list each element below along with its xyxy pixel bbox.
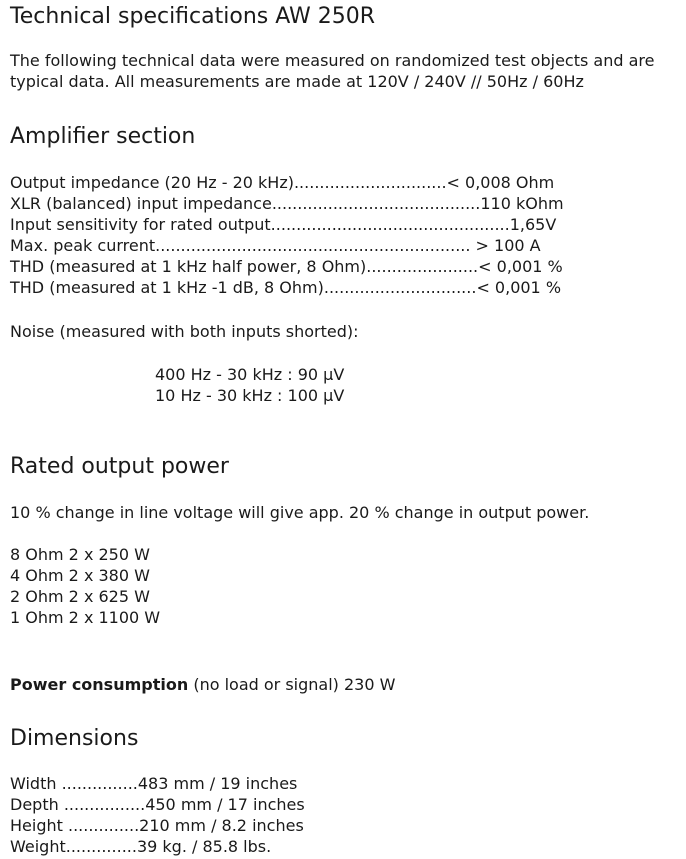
amplifier-spec-list bbox=[10, 172, 564, 298]
dimension-line: Width ...............483 mm / 19 inches bbox=[10, 774, 298, 793]
noise-value: 10 Hz - 30 kHz : 100 µV bbox=[155, 386, 345, 405]
power-consumption-value: (no load or signal) 230 W bbox=[188, 675, 396, 694]
spec-line: Output impedance (20 Hz - 20 kHz)..............................< 0,008 Ohm bbox=[10, 173, 555, 192]
amplifier-heading: Amplifier section bbox=[10, 124, 196, 149]
intro-line-2: typical data. All measurements are made at 120V / 240V // 50Hz / 60Hz bbox=[10, 72, 584, 91]
line-voltage-note: 10 % change in line voltage will give app. 20 % change in output power. bbox=[10, 503, 590, 522]
spec-line: THD (measured at 1 kHz -1 dB, 8 Ohm)..............................< 0,001 % bbox=[10, 278, 562, 297]
dimension-line: Weight..............39 kg. / 85.8 lbs. bbox=[10, 837, 272, 856]
spec-line: Max. peak current.............................................................. > 100 A bbox=[10, 236, 541, 255]
power-line: 8 Ohm 2 x 250 W bbox=[10, 545, 150, 564]
dimensions-heading: Dimensions bbox=[10, 726, 139, 751]
spec-line: THD (measured at 1 kHz half power, 8 Ohm)......................< 0,001 % bbox=[10, 257, 563, 276]
power-line: 4 Ohm 2 x 380 W bbox=[10, 566, 150, 585]
noise-values bbox=[155, 364, 344, 406]
power-line: 2 Ohm 2 x 625 W bbox=[10, 587, 150, 606]
intro-line-1: The following technical data were measured on randomized test objects and are bbox=[10, 51, 655, 70]
dimensions-list bbox=[10, 773, 305, 857]
dimension-line: Height ..............210 mm / 8.2 inches bbox=[10, 816, 304, 835]
rated-output-heading: Rated output power bbox=[10, 454, 229, 479]
spec-line: XLR (balanced) input impedance.........................................110 kOhm bbox=[10, 194, 564, 213]
noise-label: Noise (measured with both inputs shorted): bbox=[10, 322, 359, 341]
power-consumption bbox=[10, 674, 395, 695]
intro-paragraph bbox=[10, 50, 654, 92]
rated-power-list bbox=[10, 544, 160, 628]
power-line: 1 Ohm 2 x 1100 W bbox=[10, 608, 161, 627]
page-title: Technical specifications AW 250R bbox=[10, 4, 376, 29]
dimension-line: Depth ................450 mm / 17 inches bbox=[10, 795, 305, 814]
noise-value: 400 Hz - 30 kHz : 90 µV bbox=[155, 365, 345, 384]
spec-line: Input sensitivity for rated output...............................................1,65V bbox=[10, 215, 557, 234]
power-consumption-label: Power consumption bbox=[10, 675, 189, 694]
